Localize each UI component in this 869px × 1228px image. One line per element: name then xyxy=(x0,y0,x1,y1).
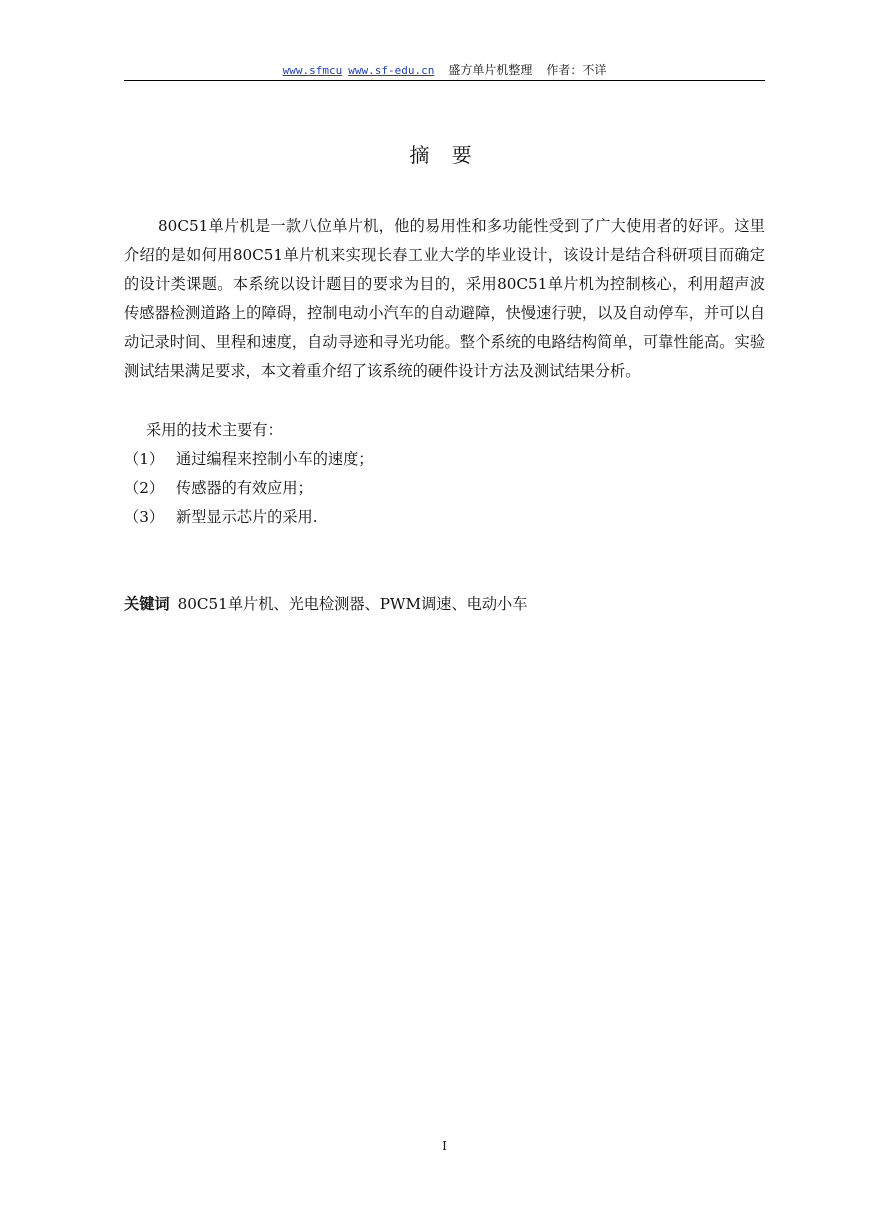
header-link-sf-edu[interactable]: www.sf-edu.cn xyxy=(348,64,435,77)
list-item-text: 通过编程来控制小车的速度； xyxy=(176,450,374,468)
page-header xyxy=(124,62,765,81)
keywords-label: 关键词 xyxy=(124,595,170,613)
abstract-paragraph: 80C51单片机是一款八位单片机，他的易用性和多功能性受到了广大使用者的好评。这里介绍的是如何用80C51单片机来实现长春工业大学的毕业设计，该设计是结合科研项目而确定的设计类课题。本系统以设计题目的要求为目的，采用80C51单片机为控制核心，利用超声波传感器检测道路上的障碍，控制电动小汽车的自动避障，快慢速行驶，以及自动停车，并可以自动记录时间、里程和速度，自动寻迹和寻光功能。整个系统的电路结构简单，可靠性能高。实验测试结果满足要求，本文着重介绍了该系统的硬件设计方法及测试结果分析。 xyxy=(124,217,765,380)
list-item-text: 传感器的有效应用； xyxy=(176,479,313,497)
list-item xyxy=(124,503,373,532)
list-item-number: （1） xyxy=(124,450,165,468)
keywords-value: 80C51单片机、光电检测器、PWM调速、电动小车 xyxy=(177,595,528,613)
keywords-line xyxy=(124,590,527,618)
page-number: I xyxy=(442,1139,447,1153)
list-item xyxy=(124,474,373,503)
list-item xyxy=(124,445,373,474)
list-item-number: （2） xyxy=(124,479,165,497)
page-title: 摘 要 xyxy=(409,143,480,167)
header-author: 作者：不详 xyxy=(546,63,607,77)
header-link-sfmcu[interactable]: www.sfmcu xyxy=(282,64,343,77)
header-org: 盛方单片机整理 xyxy=(448,63,533,77)
list-item-number: （3） xyxy=(124,508,165,526)
tech-list xyxy=(124,445,373,532)
tech-intro: 采用的技术主要有： xyxy=(146,421,283,439)
list-item-text: 新型显示芯片的采用. xyxy=(176,508,318,526)
